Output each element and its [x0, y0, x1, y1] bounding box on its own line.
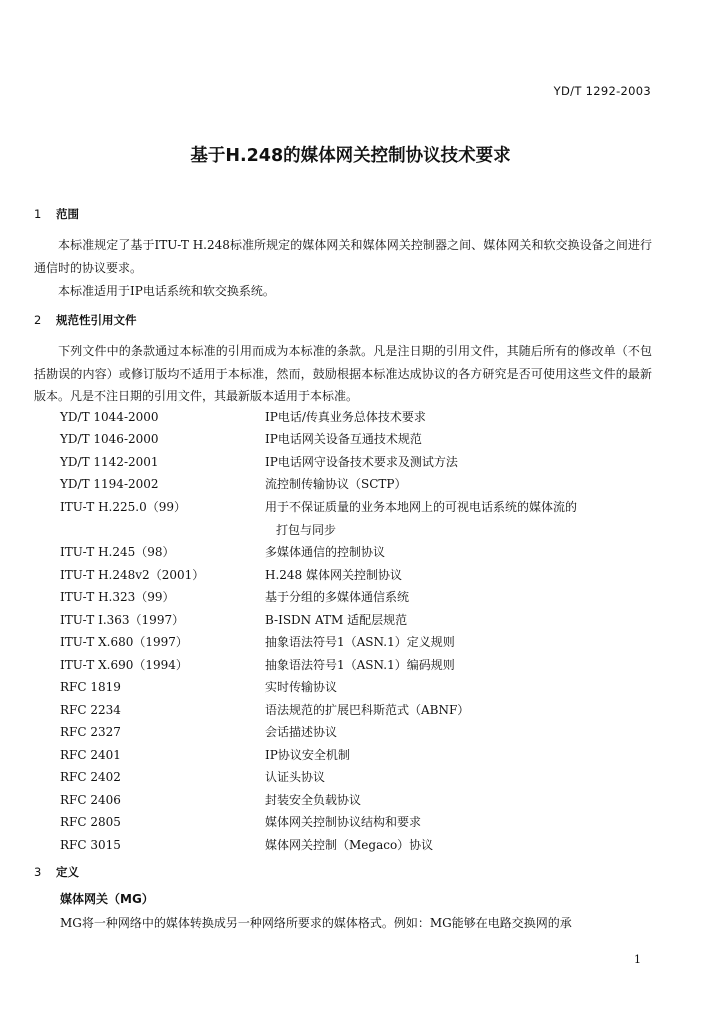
reference-code: RFC 2406: [60, 793, 121, 807]
reference-title: IP电话网守设备技术要求及测试方法: [265, 455, 458, 469]
reference-item: [60, 631, 652, 653]
reference-title: 认证头协议: [265, 770, 326, 784]
reference-code: ITU-T H.225.0（99）: [60, 500, 186, 514]
reference-item: [60, 654, 652, 676]
reference-code: RFC 2805: [60, 815, 121, 829]
reference-item: [60, 744, 652, 766]
reference-item: [60, 609, 652, 631]
reference-title: 语法规范的扩展巴科斯范式（ABNF）: [265, 703, 470, 717]
reference-title: 抽象语法符号1（ASN.1）编码规则: [265, 658, 455, 672]
reference-title: 抽象语法符号1（ASN.1）定义规则: [265, 635, 455, 649]
section-1-heading: [34, 206, 79, 222]
section-number: 1: [34, 207, 42, 221]
reference-code: ITU-T H.323（99）: [60, 590, 175, 604]
reference-item: [60, 811, 652, 833]
reference-item: [60, 789, 652, 811]
reference-code: ITU-T H.245（98）: [60, 545, 175, 559]
reference-code: ITU-T I.363（1997）: [60, 613, 185, 627]
definition-text: MG将一种网络中的媒体转换成另一种网络所要求的媒体格式。例如：MG能够在电路交换网的承: [60, 916, 572, 930]
reference-title: 基于分组的多媒体通信系统: [265, 590, 410, 604]
references-intro: 下列文件中的条款通过本标准的引用而成为本标准的条款。凡是注日期的引用文件，其随后所有的修改单（不包括勘误的内容）或修订版均不适用于本标准，然而，鼓励根据本标准达成协议的各方研究是否可使用这些文件的最新版本。凡是不注日期的引用文件，其最新版本适用于本标准。: [34, 344, 652, 404]
reference-code: ITU-T H.248v2（2001）: [60, 568, 205, 582]
reference-item: [60, 541, 652, 563]
reference-code: ITU-T X.680（1997）: [60, 635, 188, 649]
reference-title-continuation: 打包与同步: [276, 523, 337, 537]
reference-item: [60, 586, 652, 608]
scope-paragraph-1: 本标准规定了基于ITU-T H.248标准所规定的媒体网关和媒体网关控制器之间、媒体网关和软交换设备之间进行通信时的协议要求。: [34, 238, 652, 275]
reference-title: IP协议安全机制: [265, 748, 350, 762]
reference-item: [60, 428, 652, 450]
reference-item: [60, 451, 652, 473]
reference-item: [60, 721, 652, 743]
reference-title: 流控制传输协议（SCTP）: [265, 477, 407, 491]
section-number: 2: [34, 313, 42, 327]
reference-item: [60, 564, 652, 586]
reference-title: IP电话/传真业务总体技术要求: [265, 410, 426, 424]
reference-code: RFC 3015: [60, 838, 121, 852]
reference-title: 用于不保证质量的业务本地网上的可视电话系统的媒体流的: [265, 500, 578, 514]
reference-item: [60, 699, 652, 721]
scope-paragraph-2: 本标准适用于IP电话系统和软交换系统。: [58, 284, 275, 298]
section-2-heading: [34, 312, 137, 328]
reference-code: YD/T 1194-2002: [60, 477, 159, 491]
reference-item: [60, 496, 652, 518]
reference-item: [60, 766, 652, 788]
term-heading: 媒体网关（MG）: [60, 892, 154, 906]
reference-code: YD/T 1044-2000: [60, 410, 159, 424]
reference-code: RFC 2234: [60, 703, 121, 717]
standard-code: YD/T 1292-2003: [553, 84, 651, 98]
reference-code: ITU-T X.690（1994）: [60, 658, 188, 672]
reference-title: 媒体网关控制协议结构和要求: [265, 815, 422, 829]
reference-code: RFC 2327: [60, 725, 121, 739]
section-title: 规范性引用文件: [56, 313, 137, 327]
section-title: 范围: [56, 207, 79, 221]
reference-title: 多媒体通信的控制协议: [265, 545, 386, 559]
reference-title: 实时传输协议: [265, 680, 338, 694]
reference-item: [60, 406, 652, 428]
reference-code: YD/T 1142-2001: [60, 455, 159, 469]
reference-code: RFC 1819: [60, 680, 121, 694]
reference-item: [60, 676, 652, 698]
section-3-heading: [34, 864, 79, 880]
reference-title: H.248 媒体网关控制协议: [265, 568, 402, 582]
document-title: 基于H.248的媒体网关控制协议技术要求: [190, 146, 511, 166]
section-title: 定义: [56, 865, 79, 879]
reference-title: 封装安全负载协议: [265, 793, 362, 807]
reference-code: YD/T 1046-2000: [60, 432, 159, 446]
reference-item: [60, 473, 652, 495]
reference-title: 媒体网关控制（Megaco）协议: [265, 838, 434, 852]
reference-title: 会话描述协议: [265, 725, 338, 739]
reference-code: RFC 2401: [60, 748, 121, 762]
reference-item: [60, 834, 652, 856]
reference-code: RFC 2402: [60, 770, 121, 784]
page-number: 1: [634, 953, 641, 966]
section-number: 3: [34, 865, 42, 879]
reference-title: B-ISDN ATM 适配层规范: [265, 613, 408, 627]
reference-title: IP电话网关设备互通技术规范: [265, 432, 422, 446]
